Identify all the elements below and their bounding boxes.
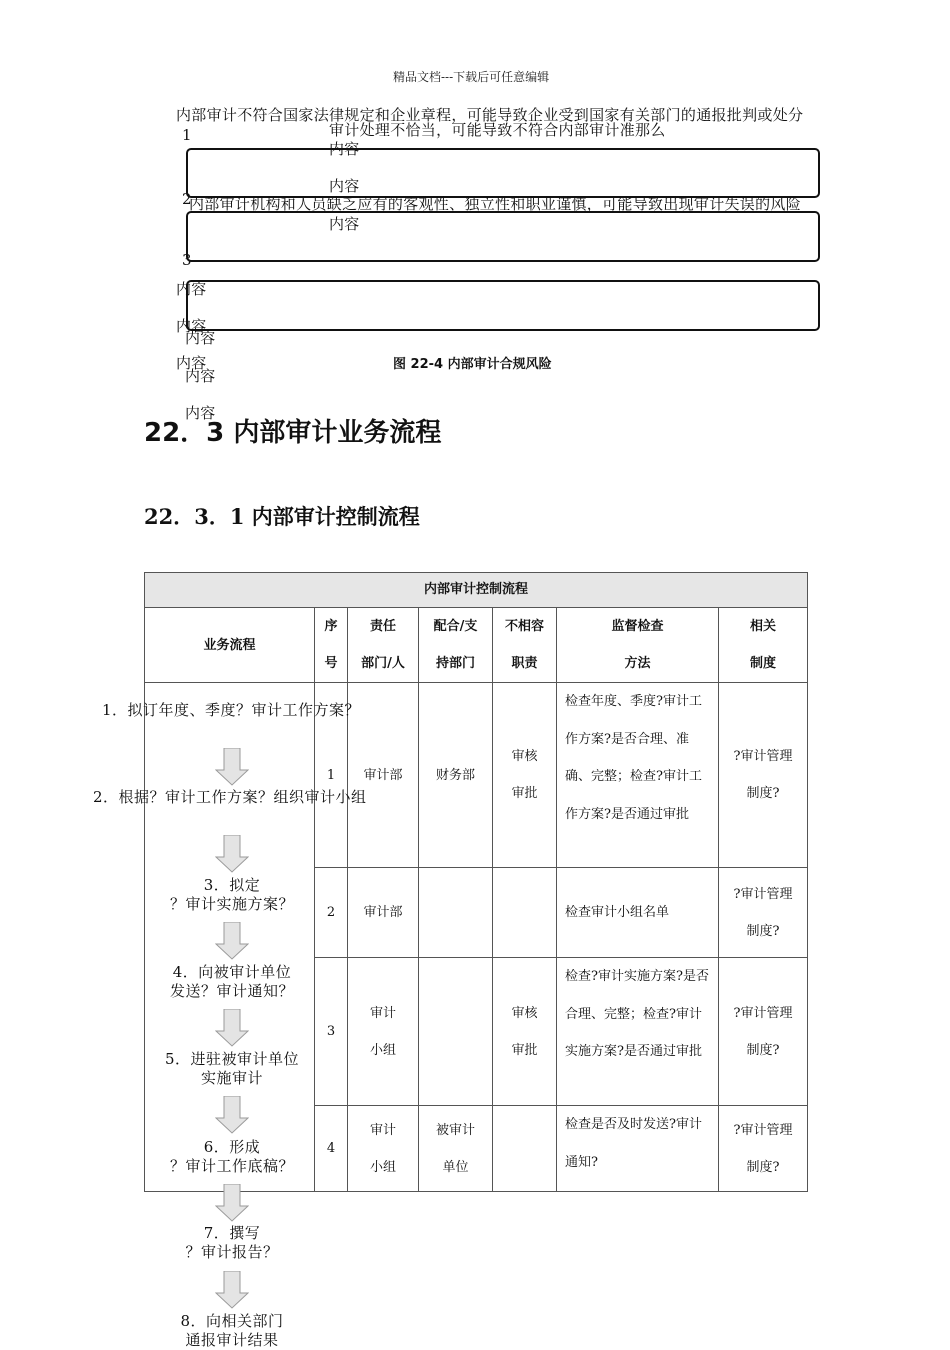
header-dept: 责任 部门/人 xyxy=(348,608,419,683)
row-dept: 审计 小组 xyxy=(348,958,419,1106)
flow-step-5: 5．进驻被审计单位 实施审计 xyxy=(164,1050,300,1087)
row-system: ?审计管理 制度? xyxy=(719,868,808,958)
row-method: 检查年度、季度?审计工作方案?是否合理、准确、完整；检查?审计工作方案?是否通过审批 xyxy=(557,683,719,868)
row-seq: 3 xyxy=(315,958,348,1106)
row-method: 检查是否及时发送?审计通知? xyxy=(557,1106,719,1192)
row-incompat: 审核 审批 xyxy=(493,958,557,1106)
flow-step-3: 3．拟定 ？审计实施方案？ xyxy=(170,876,295,913)
content-label: 内容 xyxy=(176,354,207,372)
row-support xyxy=(419,958,493,1106)
header-flow: 业务流程 xyxy=(145,608,315,683)
down-arrow-icon xyxy=(215,1096,249,1134)
row-dept: 审计 小组 xyxy=(348,1106,419,1192)
row-system: ?审计管理 制度? xyxy=(719,1106,808,1192)
row-method: 检查?审计实施方案?是否合理、完整；检查?审计实施方案?是否通过审批 xyxy=(557,958,719,1106)
table-header-row xyxy=(145,608,808,683)
page-header: 精品文档---下载后可任意编辑 xyxy=(393,70,550,84)
content-label: 内容 xyxy=(176,317,207,335)
content-label: 内容 xyxy=(185,329,216,347)
row-support xyxy=(419,868,493,958)
flow-step-6: 6．形成 ？审计工作底稿？ xyxy=(169,1138,294,1175)
row-seq: 1 xyxy=(315,683,348,868)
risk-box-3 xyxy=(186,280,820,331)
header-method: 监督检查 方法 xyxy=(557,608,719,683)
header-system: 相关 制度 xyxy=(719,608,808,683)
row-dept: 审计部 xyxy=(348,868,419,958)
down-arrow-icon xyxy=(215,835,249,873)
figure-caption: 图 22-4 内部审计合规风险 xyxy=(393,357,552,372)
risk-line-2: 审计处理不恰当，可能导致不符合内部审计准那么 xyxy=(329,121,666,139)
section-heading: 22．3 内部审计业务流程 xyxy=(144,418,442,448)
down-arrow-icon xyxy=(215,1009,249,1047)
content-label: 内容 xyxy=(329,177,360,195)
down-arrow-icon xyxy=(215,1271,249,1309)
header-seq: 序 号 xyxy=(315,608,348,683)
down-arrow-icon xyxy=(215,748,249,786)
header-support: 配合/支 持部门 xyxy=(419,608,493,683)
row-system: ?审计管理 制度? xyxy=(719,683,808,868)
row-incompat: 审核 审批 xyxy=(493,683,557,868)
row-incompat xyxy=(493,1106,557,1192)
risk-line-1: 内部审计不符合国家法律规定和企业章程，可能导致企业受到国家有关部门的通报批判或处分 xyxy=(176,106,804,124)
risk-number-2: 2 xyxy=(182,190,192,208)
content-label: 内容 xyxy=(185,404,216,422)
content-label: 内容 xyxy=(176,280,207,298)
flow-step-4: 4．向被审计单位 发送？审计通知？ xyxy=(169,963,294,1000)
header-incompat: 不相容 职责 xyxy=(493,608,557,683)
flow-step-1: 1．拟订年度、季度？审计工作方案？ xyxy=(102,701,361,719)
content-label: 内容 xyxy=(329,140,360,158)
risk-number-3: 3 xyxy=(182,251,192,269)
flow-step-2: 2．根据？审计工作方案？组织审计小组 xyxy=(93,788,367,806)
risk-box-2 xyxy=(186,211,820,262)
row-support: 被审计 单位 xyxy=(419,1106,493,1192)
table-title: 内部审计控制流程 xyxy=(145,573,808,608)
risk-line-3: 内部审计机构和人员缺乏应有的客观性、独立性和职业谨慎，可能导致出现审计失误的风险 xyxy=(189,195,802,213)
row-incompat xyxy=(493,868,557,958)
row-system: ?审计管理 制度? xyxy=(719,958,808,1106)
risk-number-1: 1 xyxy=(182,126,192,144)
row-dept: 审计部 xyxy=(348,683,419,868)
down-arrow-icon xyxy=(215,922,249,960)
risk-box-1 xyxy=(186,148,820,198)
flow-step-7: 7．撰写 ？审计报告？ xyxy=(185,1224,279,1261)
row-method: 检查审计小组名单 xyxy=(557,868,719,958)
content-label: 内容 xyxy=(185,367,216,385)
flow-step-8: 8．向相关部门 通报审计结果 xyxy=(180,1312,284,1349)
down-arrow-icon xyxy=(215,1184,249,1222)
subsection-heading: 22．3．1 内部审计控制流程 xyxy=(144,504,420,529)
content-label: 内容 xyxy=(329,215,360,233)
row-seq: 2 xyxy=(315,868,348,958)
row-seq: 4 xyxy=(315,1106,348,1192)
row-support: 财务部 xyxy=(419,683,493,868)
